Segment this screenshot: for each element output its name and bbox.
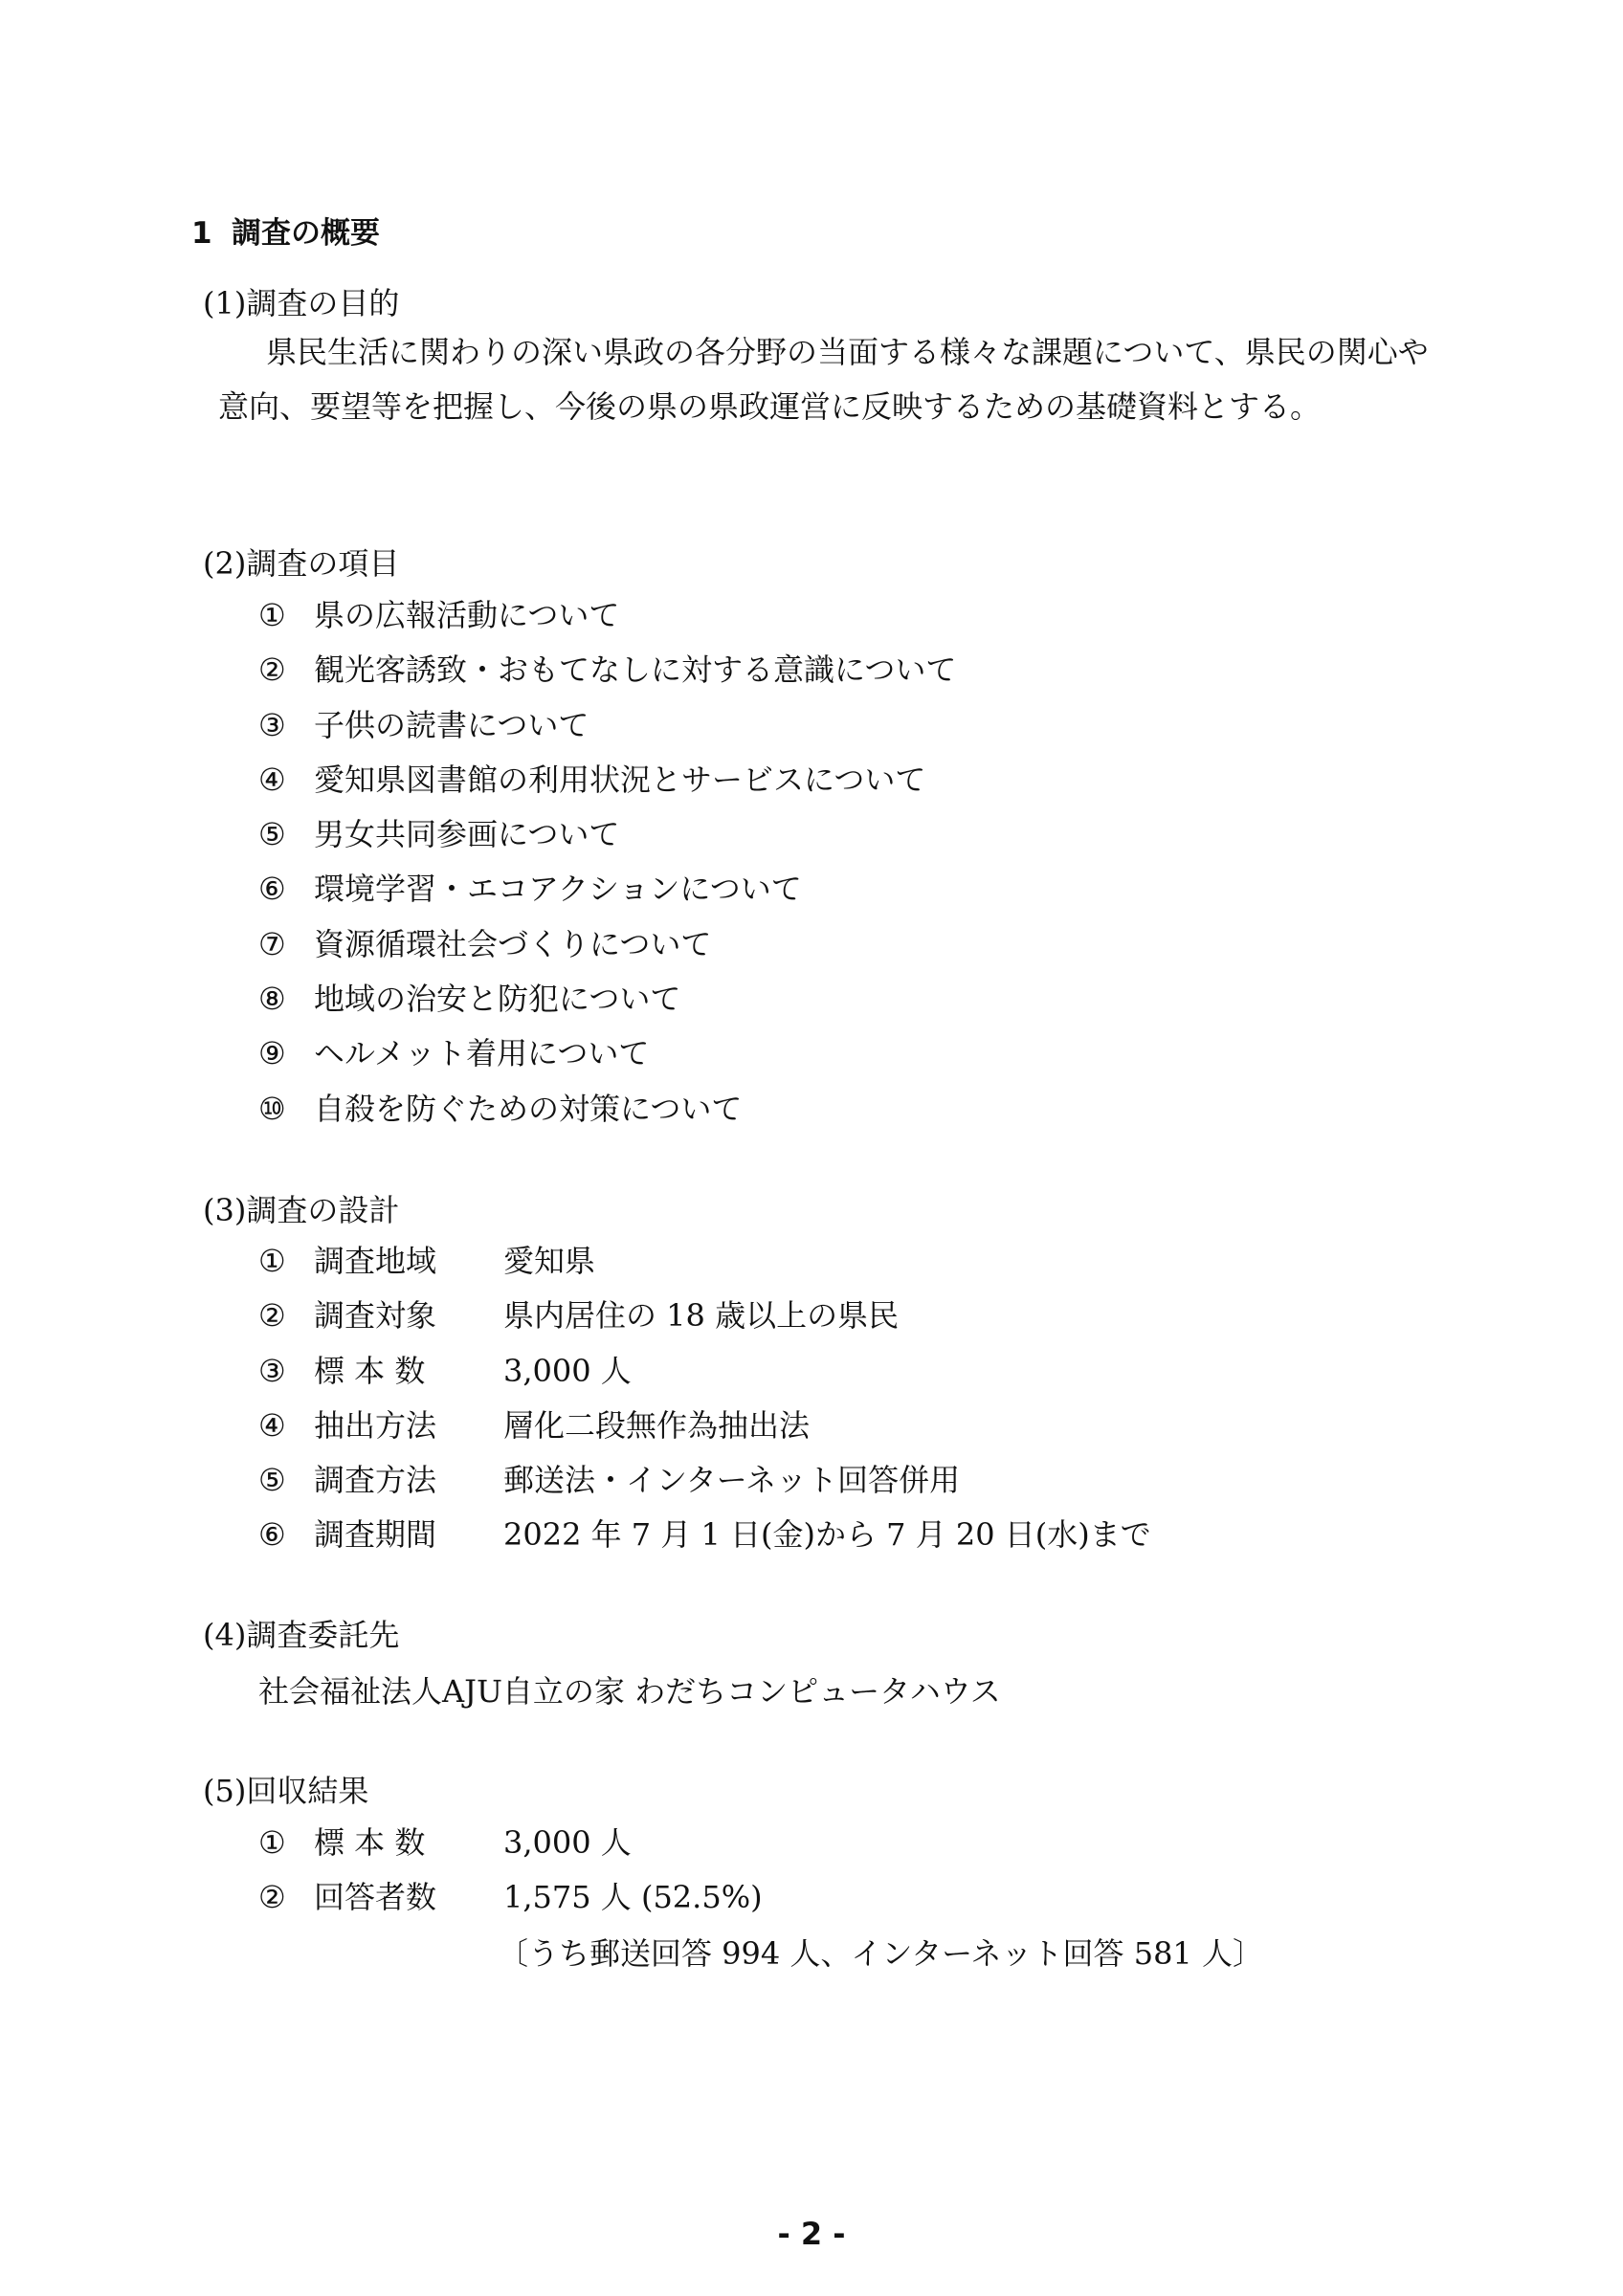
- list-marker: ⑨: [258, 1035, 286, 1072]
- list-marker: ③: [258, 1352, 286, 1389]
- list-marker: ②: [258, 651, 286, 689]
- list-item: [258, 972, 956, 1027]
- contractor-heading: (4)調査委託先: [203, 1617, 400, 1653]
- list-marker: ⑦: [258, 925, 286, 962]
- list-item: [258, 1816, 763, 1870]
- list-marker: ①: [258, 1824, 286, 1861]
- list-marker: ①: [258, 597, 286, 633]
- results-heading: (5)回収結果: [203, 1773, 369, 1809]
- item-label: 環境学習・エコアクションについて: [314, 871, 802, 908]
- list-marker: ⑤: [258, 816, 286, 853]
- section-heading: [191, 209, 380, 252]
- survey-items-list: [258, 588, 956, 1137]
- list-item: [258, 643, 956, 697]
- item-label: 調査対象: [314, 1297, 437, 1335]
- contractor-name: 社会福祉法人AJU自立の家 わだちコンピュータハウス: [258, 1673, 1001, 1710]
- item-label: 抽出方法: [314, 1406, 437, 1444]
- list-item: [258, 1508, 1151, 1562]
- results-list: [258, 1816, 763, 1926]
- item-value: 郵送法・インターネット回答併用: [503, 1462, 961, 1499]
- section-title: 調査の概要: [232, 216, 380, 251]
- item-value: 層化二段無作為抽出法: [503, 1406, 811, 1444]
- list-marker: ④: [258, 1406, 286, 1444]
- list-marker: ⑥: [258, 871, 286, 908]
- item-label: 男女共同参画について: [314, 816, 620, 853]
- item-label: 地域の治安と防犯について: [314, 981, 681, 1018]
- list-item: [258, 1234, 1151, 1289]
- item-label: 自殺を防ぐための対策について: [314, 1090, 743, 1127]
- item-label: 調査方法: [314, 1462, 437, 1499]
- item-label: ヘルメット着用について: [314, 1035, 650, 1072]
- list-marker: ⑧: [258, 981, 286, 1018]
- list-item: [258, 1027, 956, 1081]
- list-item: [258, 1344, 1151, 1399]
- list-item: [258, 862, 956, 916]
- list-item: [258, 1399, 1151, 1453]
- item-value: 3,000 人: [503, 1824, 632, 1861]
- item-label: 回答者数: [314, 1879, 437, 1916]
- survey-design-list: [258, 1234, 1151, 1563]
- purpose-heading: (1)調査の目的: [203, 285, 400, 321]
- list-marker: ⑤: [258, 1462, 286, 1499]
- design-heading: (3)調査の設計: [203, 1192, 400, 1228]
- list-marker: ①: [258, 1243, 286, 1279]
- list-item: [258, 1453, 1151, 1508]
- item-label: 県の広報活動について: [314, 597, 620, 633]
- list-marker: ④: [258, 761, 286, 798]
- purpose-text: 県民生活に関わりの深い県政の各分野の当面する様々な課題について、県民の関心や意向、要望等を把握し、今後の県の県政運営に反映するための基礎資料とする。: [218, 334, 1429, 425]
- item-value: 3,000 人: [503, 1352, 632, 1389]
- items-heading: (2)調査の項目: [203, 545, 400, 582]
- list-marker: ⑩: [258, 1090, 286, 1127]
- item-label: 資源循環社会づくりについて: [314, 925, 712, 962]
- list-item: [258, 1289, 1151, 1343]
- item-value: 県内居住の 18 歳以上の県民: [503, 1297, 900, 1335]
- list-item: [258, 807, 956, 862]
- list-marker: ②: [258, 1879, 286, 1916]
- list-item: [258, 1082, 956, 1137]
- list-marker: ②: [258, 1297, 286, 1335]
- list-item: [258, 588, 956, 643]
- list-item: [258, 1870, 763, 1925]
- item-label: 調査期間: [314, 1516, 437, 1554]
- item-label: 標 本 数: [314, 1824, 426, 1861]
- page-number: - 2 -: [777, 2216, 846, 2252]
- item-value: 2022 年 7 月 1 日(金)から 7 月 20 日(水)まで: [503, 1516, 1151, 1554]
- item-value: 1,575 人 (52.5%): [503, 1879, 763, 1916]
- results-breakdown-note: 〔うち郵送回答 994 人、インターネット回答 581 人〕: [498, 1935, 1263, 1972]
- section-number: 1: [191, 216, 212, 251]
- list-marker: ⑥: [258, 1516, 286, 1554]
- list-item: [258, 698, 956, 753]
- item-label: 子供の読書について: [314, 706, 589, 743]
- item-label: 調査地域: [314, 1243, 437, 1279]
- item-label: 愛知県図書館の利用状況とサービスについて: [314, 761, 926, 798]
- list-item: [258, 753, 956, 807]
- item-label: 観光客誘致・おもてなしに対する意識について: [314, 651, 957, 689]
- item-value: 愛知県: [503, 1243, 596, 1279]
- item-label: 標 本 数: [314, 1352, 426, 1389]
- list-item: [258, 917, 956, 972]
- list-marker: ③: [258, 706, 286, 743]
